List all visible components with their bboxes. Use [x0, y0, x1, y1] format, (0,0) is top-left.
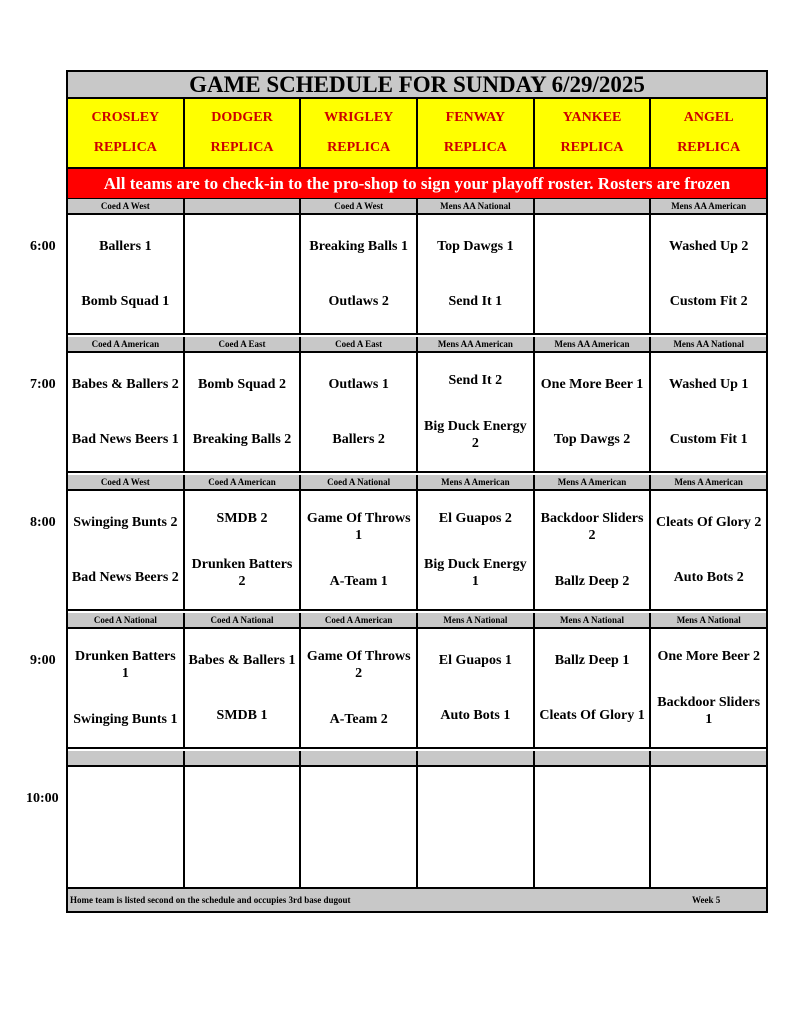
game-cell: [185, 215, 302, 333]
home-team: Custom Fit 1: [669, 432, 748, 447]
game-cell: [68, 629, 185, 747]
away-team: Send It 2: [448, 372, 503, 388]
away-team: Washed Up 2: [669, 239, 749, 254]
game-cell: [418, 767, 535, 887]
home-team: Big Duck Energy 1: [424, 557, 527, 590]
division-row: [68, 613, 766, 629]
division-label: Coed A West: [68, 199, 185, 213]
game-cell: [651, 629, 766, 747]
away-team: Cleats Of Glory 2: [656, 515, 762, 530]
away-team: SMDB 2: [216, 510, 268, 526]
division-label: Mens A American: [535, 475, 652, 489]
field-name: DODGER: [211, 110, 273, 125]
game-cell: [301, 629, 418, 747]
home-team: Backdoor Sliders 1: [657, 695, 761, 728]
game-cell: [651, 215, 766, 333]
home-team: Bomb Squad 1: [81, 294, 170, 309]
division-label: Coed A National: [301, 475, 418, 489]
game-cell: [535, 767, 652, 887]
division-row: [68, 475, 766, 491]
division-label: Coed A National: [68, 613, 185, 627]
division-label: [651, 751, 766, 765]
division-label: Coed A West: [68, 475, 185, 489]
away-team: Game Of Throws 2: [306, 648, 411, 681]
division-label: Mens A American: [674, 477, 743, 487]
field-sub: REPLICA: [560, 140, 624, 155]
game-cell: [535, 491, 652, 609]
game-cell: [651, 491, 766, 609]
game-cell: [535, 215, 652, 333]
home-team: Swinging Bunts 1: [73, 712, 178, 728]
game-row: [68, 353, 766, 473]
footer-note: Home team is listed second on the schedule and occupies 3rd base dugout: [70, 895, 351, 905]
division-label: Mens AA National: [673, 339, 744, 349]
division-label: Mens AA American: [535, 337, 652, 351]
game-row: [68, 629, 766, 749]
field-name: CROSLEY: [91, 110, 160, 125]
division-label: Mens AA National: [418, 199, 535, 213]
division-label: Coed A National: [185, 613, 302, 627]
division-label: [301, 751, 418, 765]
division-label: Mens A National: [535, 613, 652, 627]
away-team: Top Dawgs 1: [437, 239, 514, 254]
footer-bar: [68, 887, 766, 911]
division-row: [68, 751, 766, 767]
home-team: A-Team 2: [329, 712, 388, 728]
field-sub: REPLICA: [210, 140, 274, 155]
time-slot-block: [68, 751, 766, 887]
time-label: 9:00: [30, 653, 56, 668]
time-slot-block: [68, 337, 766, 473]
field-header: [651, 99, 766, 167]
field-header: [418, 99, 535, 167]
field-name: WRIGLEY: [324, 110, 394, 125]
field-header-row: [68, 99, 766, 169]
division-label: Mens AA American: [418, 337, 535, 351]
away-team: Babes & Ballers 2: [71, 377, 179, 392]
game-cell: [535, 353, 652, 471]
game-cell: [185, 491, 302, 609]
away-team: Babes & Ballers 1: [188, 653, 296, 668]
field-sub: REPLICA: [327, 140, 391, 155]
away-team: Swinging Bunts 2: [73, 515, 178, 530]
game-cell: [68, 353, 185, 471]
home-team: Auto Bots 1: [440, 708, 511, 723]
division-label: [185, 751, 302, 765]
home-team: Top Dawgs 2: [553, 432, 631, 447]
home-team: Bad News Beers 2: [71, 570, 179, 585]
game-row: [68, 491, 766, 611]
division-label: [535, 199, 652, 213]
game-cell: [651, 353, 766, 471]
away-team: El Guapos 1: [438, 653, 512, 668]
field-header: [68, 99, 185, 167]
game-cell: [68, 215, 185, 333]
division-label: Coed A American: [68, 337, 185, 351]
field-sub: REPLICA: [443, 140, 507, 155]
away-team: Ballers 1: [99, 239, 152, 254]
home-team: Drunken Batters 2: [191, 557, 293, 590]
away-team: Bomb Squad 2: [198, 377, 286, 392]
home-team: Cleats Of Glory 1: [539, 708, 645, 723]
division-label: [418, 751, 535, 765]
field-header: [185, 99, 302, 167]
home-team: Auto Bots 2: [673, 570, 744, 585]
week-label: Week 5: [692, 895, 721, 905]
away-team: Breaking Balls 1: [309, 239, 408, 254]
schedule-table: [66, 70, 768, 913]
division-label: Coed A East: [301, 337, 418, 351]
game-row: [68, 215, 766, 335]
home-team: Breaking Balls 2: [192, 432, 292, 447]
game-cell: [651, 767, 766, 887]
game-cell: [418, 629, 535, 747]
division-label: Mens A American: [418, 475, 535, 489]
time-label: 7:00: [30, 377, 56, 392]
home-team: Outlaws 2: [328, 294, 389, 309]
game-cell: [301, 767, 418, 887]
division-label: Mens AA American: [671, 201, 747, 211]
home-team: Big Duck Energy 2: [424, 419, 527, 452]
division-label: Coed A West: [301, 199, 418, 213]
game-cell: [185, 353, 302, 471]
division-label: Mens A National: [418, 613, 535, 627]
division-row: [68, 199, 766, 215]
game-row: [68, 767, 766, 887]
field-header: [301, 99, 418, 167]
home-team: Custom Fit 2: [669, 294, 748, 309]
division-label: Coed A American: [185, 475, 302, 489]
game-cell: [535, 629, 652, 747]
game-cell: [418, 215, 535, 333]
away-team: Game Of Throws 1: [306, 510, 411, 543]
field-sub: REPLICA: [93, 140, 157, 155]
schedule-title: GAME SCHEDULE FOR SUNDAY 6/29/2025: [68, 72, 766, 99]
game-cell: [418, 491, 535, 609]
away-team: Backdoor Sliders 2: [540, 510, 644, 543]
time-slot-block: [68, 199, 766, 335]
game-cell: [185, 629, 302, 747]
field-name: ANGEL: [683, 110, 734, 125]
field-sub: REPLICA: [677, 140, 741, 155]
game-cell: [301, 491, 418, 609]
home-team: A-Team 1: [329, 574, 388, 590]
notice-banner: All teams are to check-in to the pro-shop to sign your playoff roster. Rosters are frozen: [68, 169, 766, 200]
division-label: [185, 199, 302, 213]
away-team: One More Beer 2: [657, 648, 760, 664]
away-team: One More Beer 1: [540, 377, 644, 392]
division-label: [535, 751, 652, 765]
home-team: SMDB 1: [216, 708, 268, 723]
away-team: Washed Up 1: [669, 377, 749, 392]
game-cell: [68, 491, 185, 609]
time-label: 8:00: [30, 515, 56, 530]
home-team: Bad News Beers 1: [71, 432, 179, 447]
game-cell: [68, 767, 185, 887]
division-label: Mens A National: [676, 615, 741, 625]
field-name: YANKEE: [562, 110, 622, 125]
time-slot-block: [68, 475, 766, 611]
home-team: Ballz Deep 2: [554, 574, 630, 590]
division-label: Coed A American: [301, 613, 418, 627]
away-team: El Guapos 2: [438, 510, 512, 526]
time-label: 6:00: [30, 239, 56, 254]
division-label: Coed A East: [185, 337, 302, 351]
game-cell: [301, 353, 418, 471]
time-slot-block: [68, 613, 766, 749]
division-label: [68, 751, 185, 765]
game-cell: [301, 215, 418, 333]
division-row: [68, 337, 766, 353]
away-team: Outlaws 1: [328, 377, 389, 392]
home-team: Ballers 2: [332, 432, 385, 447]
game-cell: [418, 353, 535, 471]
game-cell: [185, 767, 302, 887]
home-team: Send It 1: [448, 294, 503, 309]
field-header: [535, 99, 652, 167]
field-name: FENWAY: [445, 110, 506, 125]
time-label: 10:00: [26, 791, 59, 806]
away-team: Drunken Batters 1: [74, 648, 176, 681]
away-team: Ballz Deep 1: [554, 653, 630, 668]
